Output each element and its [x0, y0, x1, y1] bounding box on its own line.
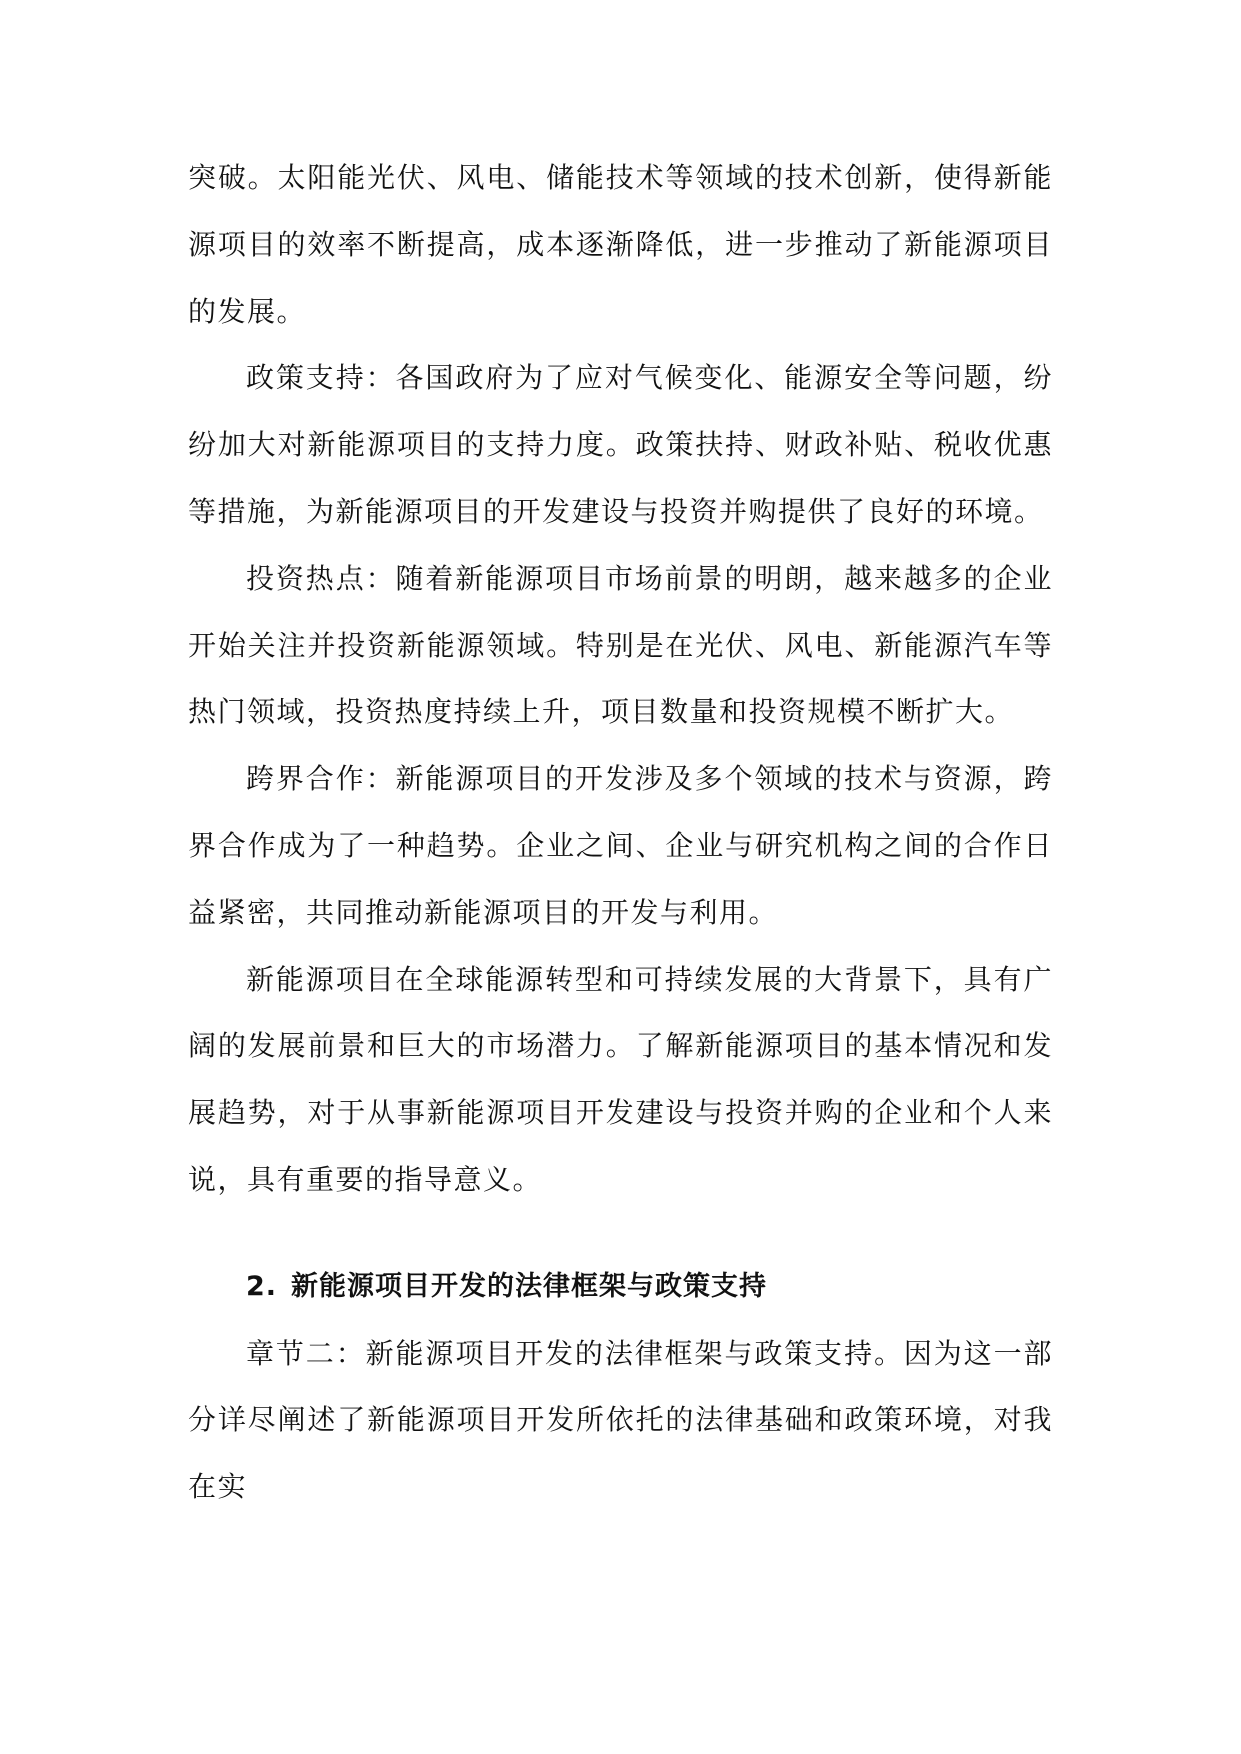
section-number: 2. — [246, 1270, 278, 1302]
paragraph-continuation: 突破。太阳能光伏、风电、储能技术等领域的技术创新，使得新能源项目的效率不断提高，成本逐渐降低，进一步推动了新能源项目的发展。 — [188, 161, 1053, 328]
paragraph-chapter-intro: 章节二：新能源项目开发的法律框架与政策支持。因为这一部分详尽阐述了新能源项目开发所依托的法律基础和政策环境，对我在实 — [188, 1336, 1053, 1504]
paragraph-summary: 新能源项目在全球能源转型和可持续发展的大背景下，具有广阔的发展前景和巨大的市场潜力。了解新能源项目的基本情况和发展趋势，对于从事新能源项目开发建设与投资并购的企业和个人来说，具有重要的指导意义。 — [188, 962, 1053, 1196]
paragraph-cross-border-cooperation: 跨界合作：新能源项目的开发涉及多个领域的技术与资源，跨界合作成为了一种趋势。企业之间、企业与研究机构之间的合作日益紧密，共同推动新能源项目的开发与利用。 — [188, 762, 1053, 929]
paragraph-policy-support: 政策支持：各国政府为了应对气候变化、能源安全等问题，纷纷加大对新能源项目的支持力度。政策扶持、财政补贴、税收优惠等措施，为新能源项目的开发建设与投资并购提供了良好的环境。 — [188, 361, 1053, 528]
section-heading — [188, 1254, 1053, 1321]
section-title: 新能源项目开发的法律框架与政策支持 — [291, 1270, 768, 1302]
paragraph-investment-hotspots: 投资热点：随着新能源项目市场前景的明朗，越来越多的企业开始关注并投资新能源领域。特别是在光伏、风电、新能源汽车等热门领域，投资热度持续上升，项目数量和投资规模不断扩大。 — [188, 561, 1053, 729]
document-body — [188, 145, 1053, 1521]
section-gap — [188, 1214, 1053, 1254]
